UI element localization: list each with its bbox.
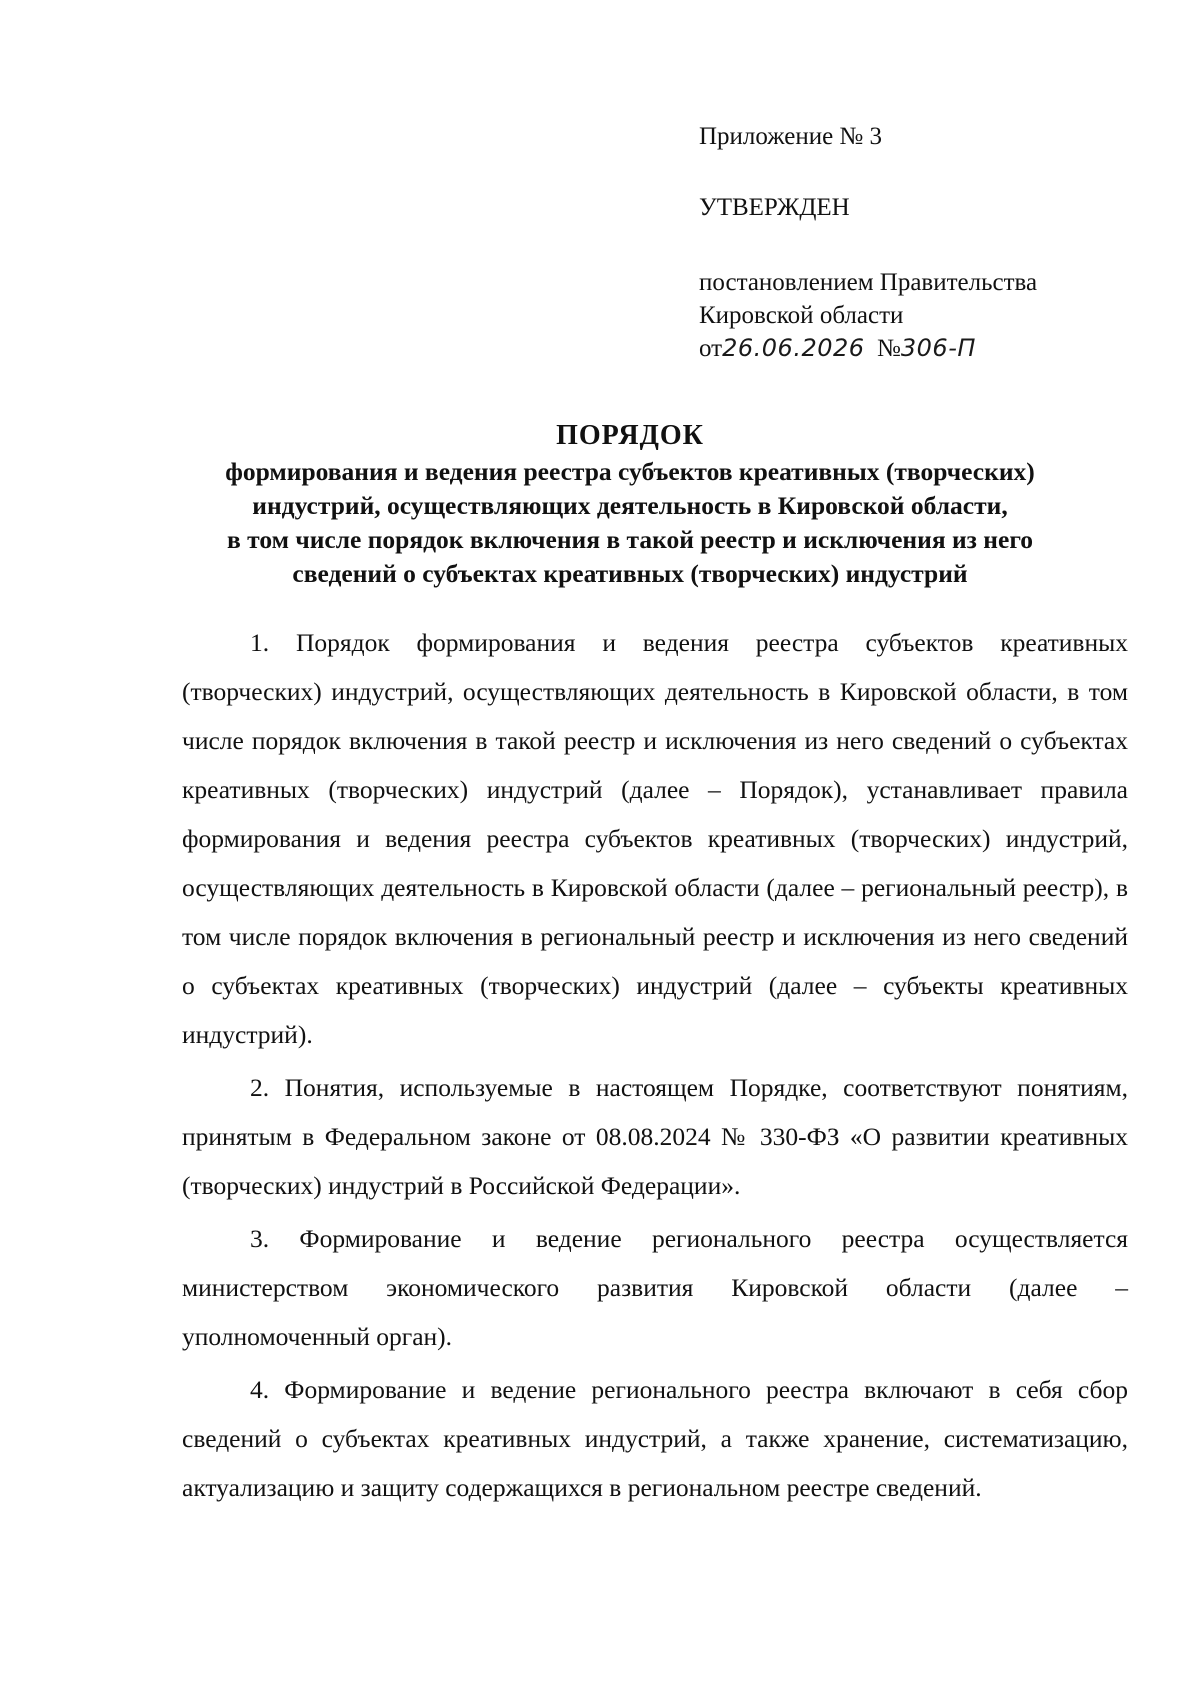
approval-block [699,120,1119,365]
title-sub-line-2: индустрий, осуществляющих деятельность в Кировской области, [252,491,1008,520]
resolution-date-number [699,332,1119,365]
approved-by-line-2: Кировской области [699,302,904,329]
document-body [182,618,1128,1516]
approved-by-line-1: постановлением Правительства [699,269,1038,296]
title-sub-line-1: формирования и ведения реестра субъектов креативных (творческих) [225,457,1035,486]
number-prefix: № [877,335,901,362]
date-prefix: от [699,335,723,362]
title-sub-line-4: сведений о субъектах креативных (творческих) индустрий [292,559,968,588]
document-title [150,418,1110,590]
handwritten-date: 26.06.2026 [722,334,865,362]
title-sub-line-3: в том числе порядок включения в такой реестр и исключения из него [226,525,1034,554]
title-main: ПОРЯДОК [556,420,704,451]
paragraph-2: 2. Понятия, используемые в настоящем Порядке, соответствуют понятиям, принятым в Федеральном законе от 08.08.2024 № 330-ФЗ «О развитии креативных (творческих) индустрий в Российской Федерации». [182,1073,1128,1200]
handwritten-number: 306-П [900,334,976,362]
paragraph-3: 3. Формирование и ведение регионального реестра осуществляется министерством экономического развития Кировской области (далее – уполномоченный орган). [182,1224,1128,1351]
approved-label: УТВЕРЖДЕН [699,194,850,221]
paragraph-4: 4. Формирование и ведение регионального реестра включают в себя сбор сведений о субъектах креативных индустрий, а также хранение, систематизацию, актуализацию и защиту содержащихся в региональном реестре сведений. [182,1375,1128,1502]
appendix-label: Приложение № 3 [699,123,883,150]
paragraph-1: 1. Порядок формирования и ведения реестра субъектов креативных (творческих) индустрий, осуществляющих деятельность в Кировской области, в том числе порядок включения в такой реестр и исключения из него сведений о субъектах креативных (творческих) индустрий (далее – Порядок), устанавливает правила формирования и ведения реестра субъектов креативных (творческих) индустрий, осуществляющих деятельность в Кировской области (далее – региональный реестр), в том числе порядок включения в региональный реестр и исключения из него сведений о субъектах креативных (творческих) индустрий (далее – субъекты креативных индустрий). [182,628,1128,1049]
